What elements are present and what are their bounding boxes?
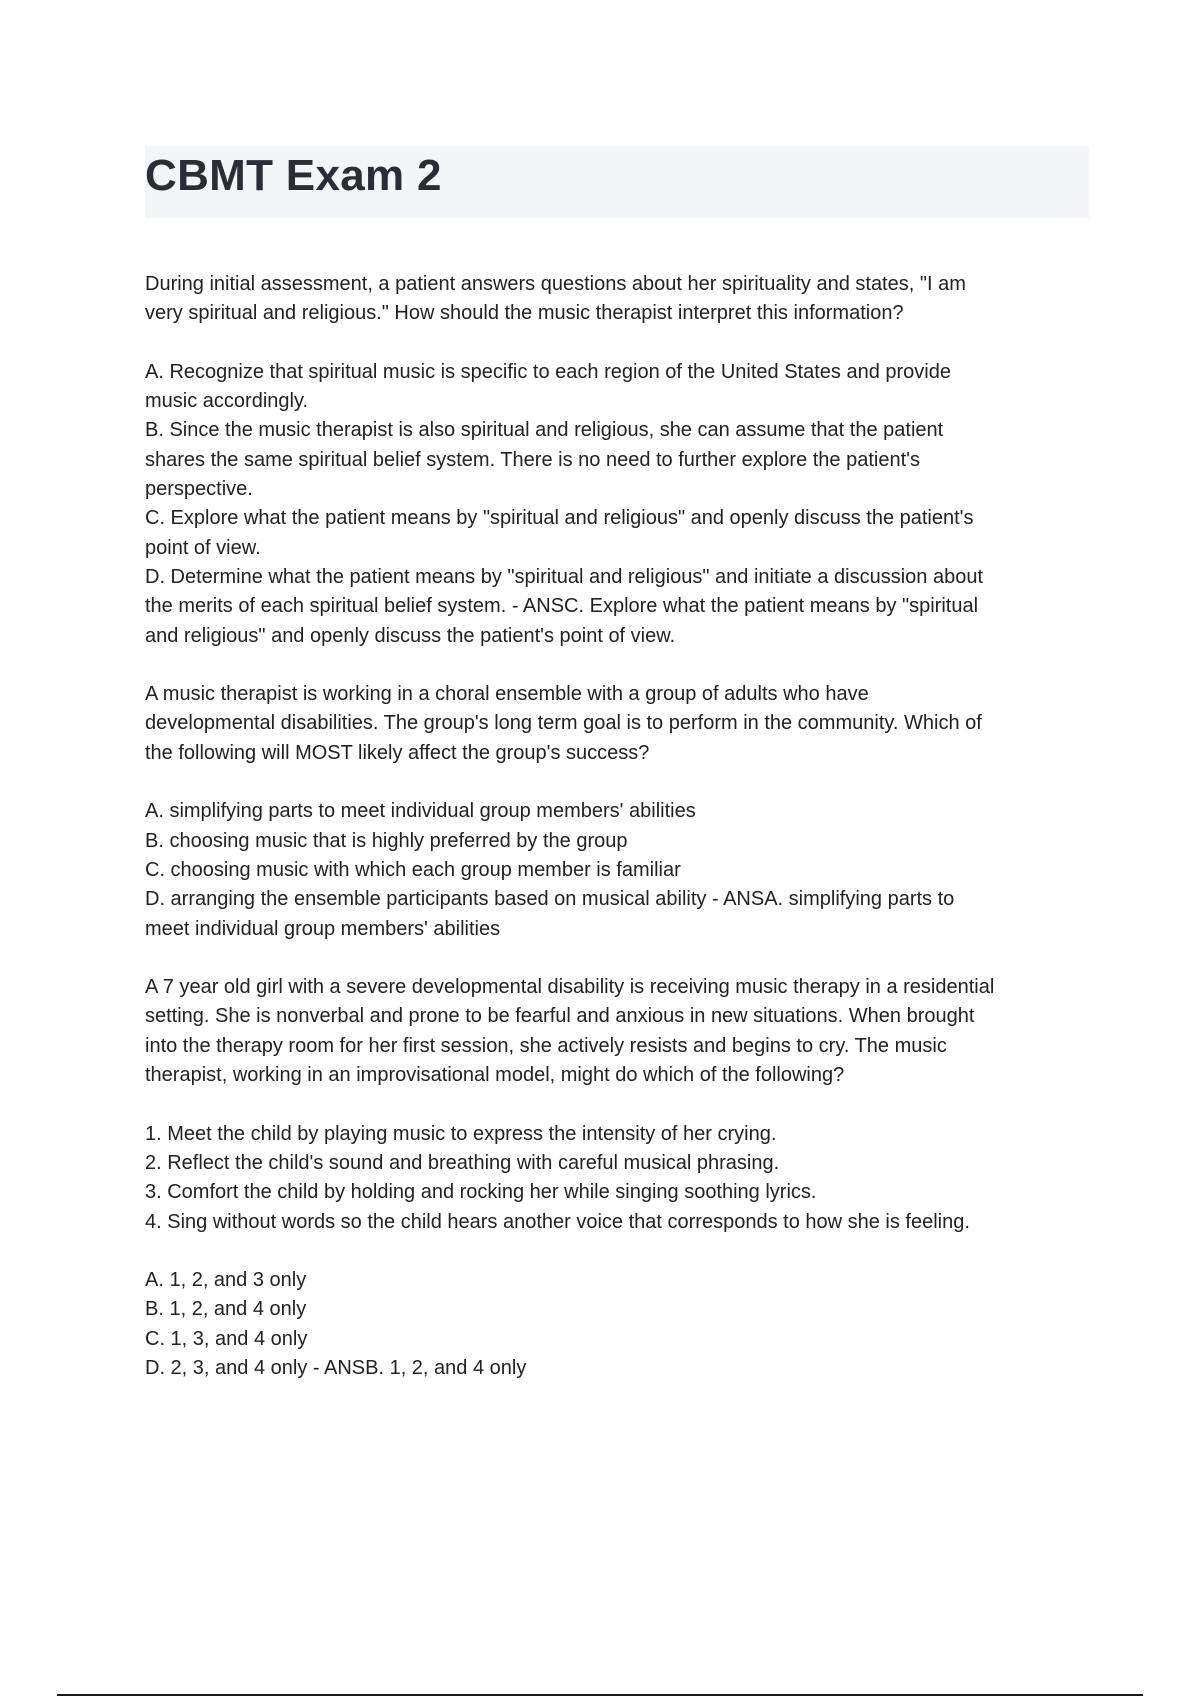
text-line: B. choosing music that is highly preferred by the group — [145, 829, 628, 852]
text-line: B. Since the music therapist is also spiritual and religious, she can assume that the patient — [145, 419, 944, 442]
text-line: very spiritual and religious." How should the music therapist interpret this information? — [145, 302, 904, 325]
text-line: C. 1, 3, and 4 only — [145, 1327, 308, 1350]
text-line: A 7 year old girl with a severe developmental disability is receiving music therapy in a residential — [145, 976, 995, 999]
text-line: the following will MOST likely affect the group's success? — [145, 741, 650, 764]
question-3-statements — [145, 1120, 1090, 1237]
text-line: A. simplifying parts to meet individual group members' abilities — [145, 800, 696, 823]
text-line: shares the same spiritual belief system. There is no need to further explore the patient's — [145, 448, 920, 471]
text-line: 3. Comfort the child by holding and rocking her while singing soothing lyrics. — [145, 1181, 817, 1204]
text-line: developmental disabilities. The group's long term goal is to perform in the community. Which of — [145, 712, 982, 735]
text-line: the merits of each spiritual belief system. - ANSC. Explore what the patient means by "spiritual — [145, 595, 979, 618]
text-line: 4. Sing without words so the child hears another voice that corresponds to how she is feeling. — [145, 1210, 970, 1233]
title-banner — [145, 146, 1089, 218]
text-line: A. 1, 2, and 3 only — [145, 1269, 307, 1292]
text-line: perspective. — [145, 478, 253, 501]
text-line: 1. Meet the child by playing music to express the intensity of her crying. — [145, 1122, 777, 1145]
question-2-prompt — [145, 680, 1090, 768]
question-2-options — [145, 797, 1090, 943]
text-line: B. 1, 2, and 4 only — [145, 1298, 307, 1321]
page-title: CBMT Exam 2 — [145, 151, 442, 200]
question-3-prompt — [145, 973, 1090, 1090]
question-3-options — [145, 1266, 1090, 1383]
text-line: meet individual group members' abilities — [145, 917, 501, 940]
text-line: setting. She is nonverbal and prone to be fearful and anxious in new situations. When brought — [145, 1005, 975, 1028]
text-line: C. Explore what the patient means by "spiritual and religious" and openly discuss the patient's — [145, 507, 974, 530]
text-line: point of view. — [145, 536, 261, 559]
text-line: D. arranging the ensemble participants based on musical ability - ANSA. simplifying parts to — [145, 888, 955, 911]
text-line: D. 2, 3, and 4 only - ANSB. 1, 2, and 4 only — [145, 1356, 527, 1379]
text-line: A music therapist is working in a choral ensemble with a group of adults who have — [145, 683, 869, 706]
document-body — [145, 270, 1090, 1413]
text-line: into the therapy room for her first session, she actively resists and begins to cry. The music — [145, 1034, 947, 1057]
text-line: therapist, working in an improvisational model, might do which of the following? — [145, 1064, 845, 1087]
text-line: A. Recognize that spiritual music is specific to each region of the United States and provide — [145, 360, 951, 383]
text-line: music accordingly. — [145, 390, 309, 413]
text-line: 2. Reflect the child's sound and breathing with careful musical phrasing. — [145, 1151, 780, 1174]
footer-divider — [57, 1694, 1143, 1696]
text-line: and religious" and openly discuss the patient's point of view. — [145, 624, 676, 647]
text-line: During initial assessment, a patient answers questions about her spirituality and states, "I am — [145, 273, 966, 295]
text-line: C. choosing music with which each group member is familiar — [145, 858, 681, 881]
text-line: D. Determine what the patient means by "spiritual and religious" and initiate a discussion about — [145, 565, 983, 588]
question-1-prompt — [145, 270, 1090, 329]
question-1-options — [145, 358, 1090, 651]
